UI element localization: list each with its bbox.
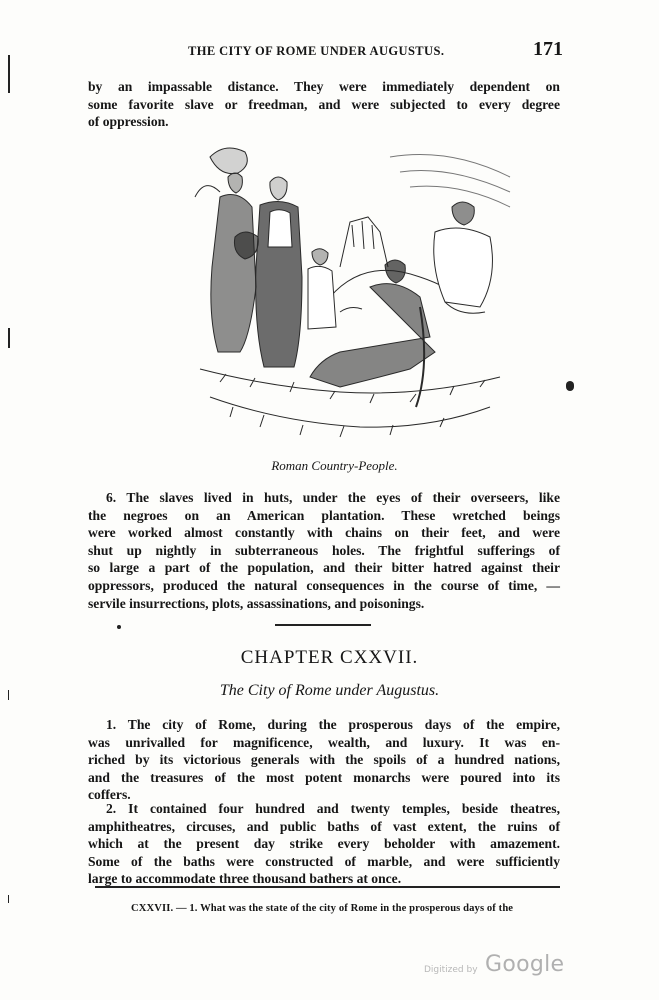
text-line: were worked almost constantly with chains on their feet, and were bbox=[88, 525, 560, 541]
running-head bbox=[0, 38, 659, 62]
text-line: of oppression. bbox=[88, 114, 169, 130]
ink-dot bbox=[117, 625, 121, 629]
text-line: and the treasures of the most potent monarchs were poured into its bbox=[88, 769, 560, 785]
paragraph-1 bbox=[88, 716, 560, 804]
ink-dot bbox=[566, 381, 574, 391]
roman-country-people-engraving bbox=[190, 137, 520, 450]
paragraph-6 bbox=[88, 489, 560, 612]
margin-mark bbox=[8, 895, 9, 903]
google-logo: Google bbox=[485, 952, 565, 977]
margin-mark bbox=[8, 328, 10, 348]
text-line: Some of the baths were constructed of marble, and were sufficiently bbox=[88, 853, 560, 869]
page-number: 171 bbox=[533, 38, 563, 60]
illustration-caption: Roman Country-People. bbox=[271, 458, 398, 473]
running-title: THE CITY OF ROME UNDER AUGUSTUS. bbox=[188, 44, 445, 58]
text-line: some favorite slave or freedman, and were subjected to every degree bbox=[88, 96, 560, 112]
text-line: large to accommodate three thousand bathers at once. bbox=[88, 871, 402, 887]
text-line: the negroes on an American plantation. These wretched beings bbox=[88, 507, 560, 523]
text-line: shut up nightly in subterraneous holes. The frightful sufferings of bbox=[88, 542, 560, 558]
text-line: was unrivalled for magnificence, wealth, and luxury. It was en- bbox=[88, 734, 560, 750]
text-line: riched by its victorious generals with the spoils of a hundred nations, bbox=[88, 752, 560, 768]
section-divider bbox=[275, 624, 371, 626]
chapter-subtitle: The City of Rome under Augustus. bbox=[219, 682, 440, 699]
text-line: 2. It contained four hundred and twenty temples, beside theatres, bbox=[106, 801, 560, 816]
text-line: servile insurrections, plots, assassinations, and poisonings. bbox=[88, 595, 425, 611]
text-line: oppressors, produced the natural consequences in the course of time, — bbox=[88, 577, 560, 593]
text-line: coffers. bbox=[88, 787, 131, 803]
watermark-prefix: Digitized by bbox=[424, 965, 478, 975]
text-line: 6. The slaves lived in huts, under the eyes of their overseers, like bbox=[106, 490, 560, 505]
text-line: which at the present day strike every beholder with amazement. bbox=[88, 836, 560, 852]
footnote-rule bbox=[95, 886, 560, 888]
text-line: amphitheatres, circuses, and public baths of vast extent, the ruins of bbox=[88, 818, 560, 834]
paragraph-2 bbox=[88, 800, 560, 888]
text-line: by an impassable distance. They were immediately dependent on bbox=[88, 79, 560, 94]
text-line: 1. The city of Rome, during the prosperous days of the empire, bbox=[106, 717, 560, 732]
text-line: so large a part of the population, and their bitter hatred against their bbox=[88, 560, 560, 576]
chapter-heading: CHAPTER CXXVII. bbox=[240, 647, 419, 668]
study-question-footnote: CXXVII. — 1. What was the state of the city of Rome in the prosperous days of the bbox=[131, 903, 514, 914]
opening-paragraph bbox=[88, 78, 560, 131]
